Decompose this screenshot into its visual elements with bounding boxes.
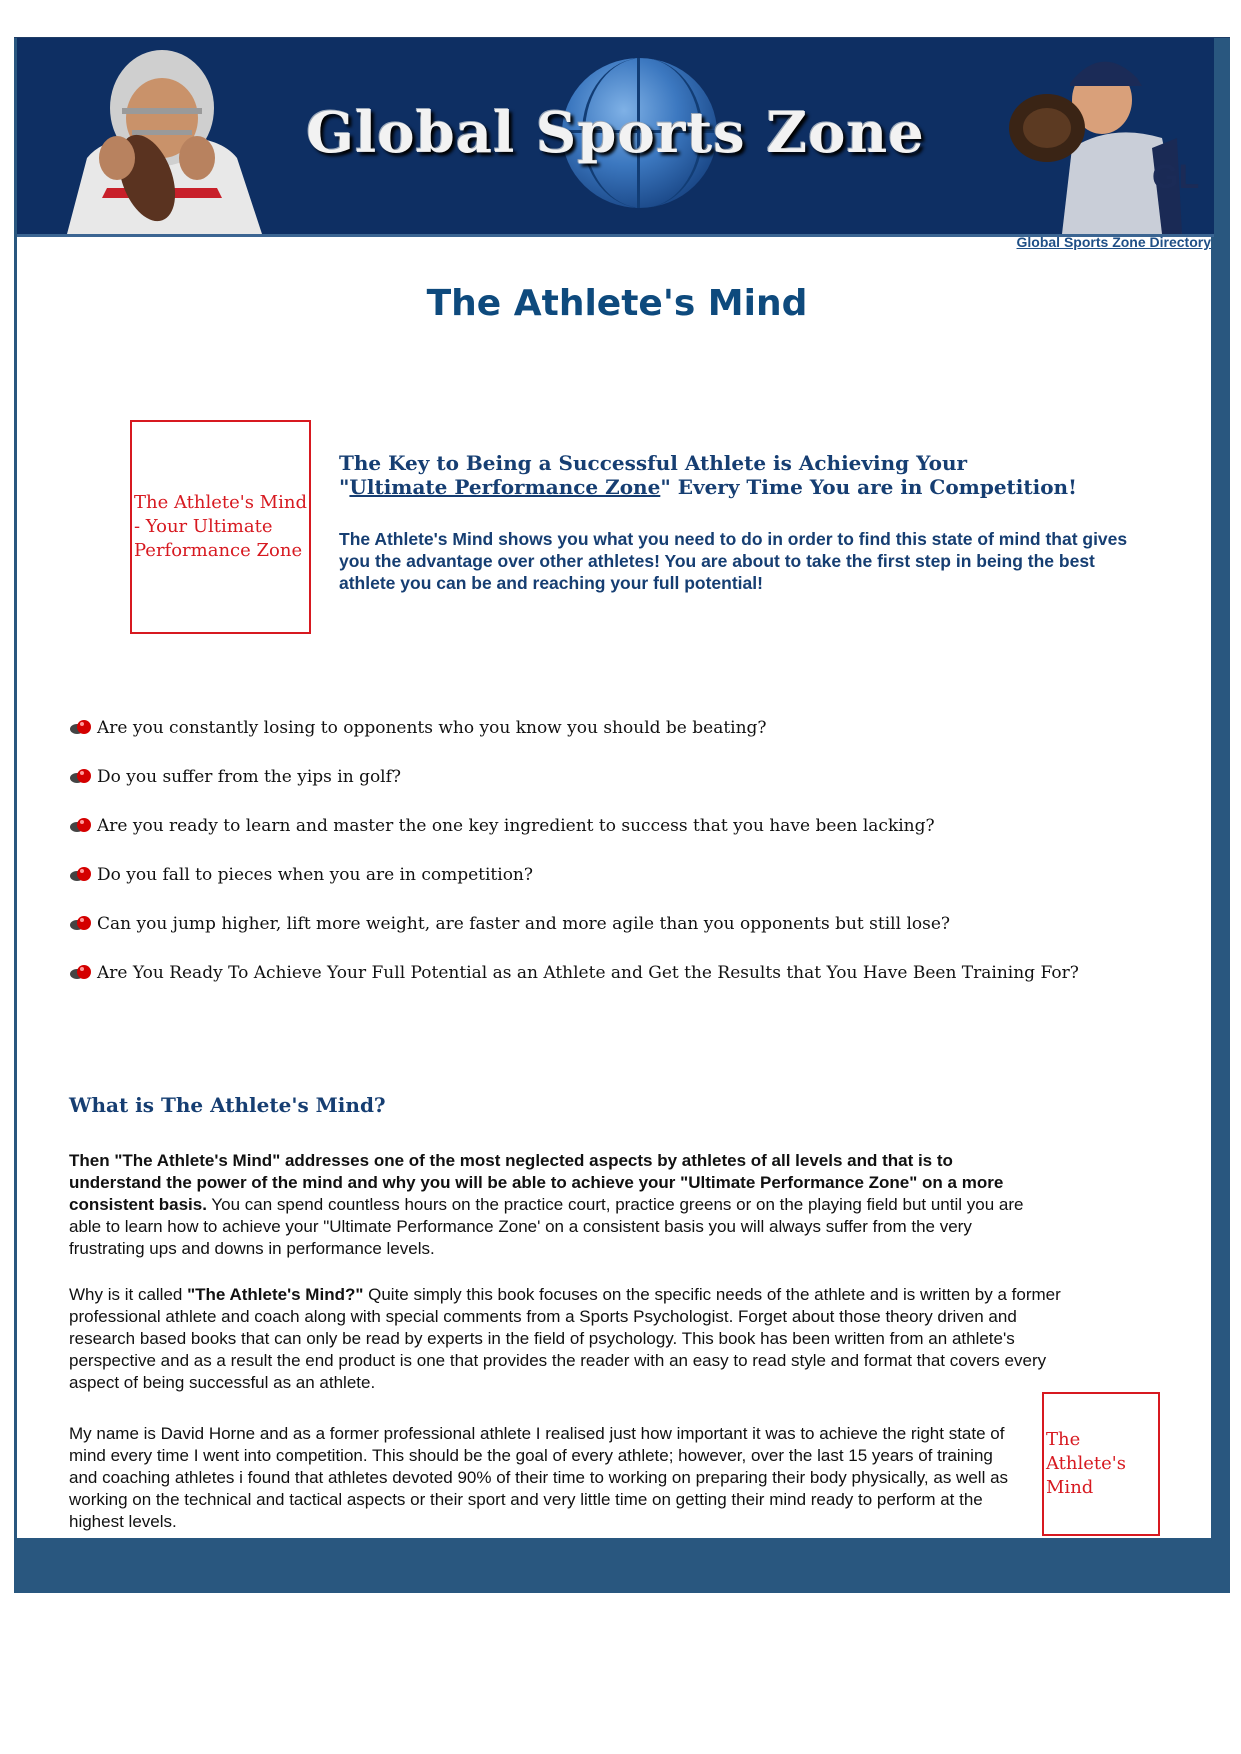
list-item (69, 718, 1079, 767)
paragraph-bold-text: "The Athlete's Mind?" (187, 1285, 364, 1304)
red-ball-bullet-icon (69, 717, 95, 737)
question-text: Are you ready to learn and master the one key ingredient to success that you have been lacking? (97, 816, 935, 836)
baseball-player-image (1002, 38, 1212, 234)
question-text: Are You Ready To Achieve Your Full Potential as an Athlete and Get the Results that You Have Been Training For? (97, 963, 1079, 983)
question-text: Are you constantly losing to opponents who you know you should be beating? (97, 718, 767, 738)
book-cover-image (130, 420, 311, 634)
paragraph-text-start: Why is it called (69, 1285, 188, 1304)
directory-link[interactable]: Global Sports Zone Directory (1016, 234, 1211, 250)
hero-intro: The Athlete's Mind shows you what you need to do in order to find this state of mind that gives you the advantage over other athletes! You are about to take the first step in being the best athlete you can be and reaching your full potential! (339, 529, 1128, 593)
ultimate-performance-zone-link[interactable]: Ultimate Performance Zone (349, 475, 661, 499)
banner-title: Global Sports Zone (306, 100, 925, 166)
question-text: Can you jump higher, lift more weight, are faster and more agile than you opponents but still lose? (97, 914, 951, 934)
red-ball-bullet-icon (69, 913, 95, 933)
book-cover-alt-text: The Athlete's Mind - Your Ultimate Performance Zone (134, 492, 307, 561)
red-ball-bullet-icon (69, 815, 95, 835)
book-image-small (1042, 1392, 1160, 1536)
hero-heading-text: The Key to Being a Successful Athlete is Achieving Your " (339, 451, 968, 499)
paragraph-why-called (69, 1284, 1079, 1394)
paragraph-text: Quite simply this book focuses on the specific needs of the athlete and is written by a former professional athlete and coach along with special comments from a Sports Psychologist. Forget about those theory driven and research based books that can only be read by experts in the field of psychology. This book has been written from an athlete's perspective and as a result the end product is one that provides the reader with an easy to read style and format that covers every aspect of being successful as an athlete. (69, 1285, 1061, 1392)
svg-text:GL: GL (1152, 158, 1200, 196)
question-list (69, 718, 1079, 1012)
red-ball-bullet-icon (69, 962, 95, 982)
site-banner (17, 38, 1214, 237)
page-content (17, 38, 1211, 1538)
paragraph-bold-text: Then "The Athlete's Mind" addresses one of the most neglected aspects by athletes of all levels and that is to understand the power of the mind and why you will be able to achieve your "Ultimate Performance Zone" on a more consistent basis. (69, 1151, 1004, 1214)
list-item (69, 963, 1079, 1012)
question-text: Do you fall to pieces when you are in competition? (97, 865, 533, 885)
question-text: Do you suffer from the yips in golf? (97, 767, 402, 787)
page-frame (14, 37, 1230, 1593)
book-image-alt-text: The Athlete's Mind (1046, 1429, 1126, 1498)
section-heading: What is The Athlete's Mind? (69, 1093, 386, 1117)
paragraph-text: You can spend countless hours on the practice court, practice greens or on the playing field but until you are able to learn how to achieve your "Ultimate Performance Zone' on a consistent basis you will always suffer from the very frustrating ups and downs in performance levels. (69, 1195, 1024, 1258)
list-item (69, 865, 1079, 914)
hero-heading-text-end: " Every Time You are in Competition! (660, 475, 1077, 499)
list-item (69, 816, 1079, 865)
paragraph-what-is (69, 1150, 1049, 1260)
list-item (69, 914, 1079, 963)
red-ball-bullet-icon (69, 766, 95, 786)
red-ball-bullet-icon (69, 864, 95, 884)
list-item (69, 767, 1079, 816)
paragraph-author: My name is David Horne and as a former professional athlete I realised just how important it was to achieve the right state of mind every time I went into competition. This should be the goal of every athlete; however, over the last 15 years of training and coaching athletes i found that athletes devoted 90% of their time to working on preparing their body physically, as well as working on the technical and tactical aspects or their sport and very little time on getting their mind ready to perform at the highest levels. (69, 1424, 1009, 1531)
page-title: The Athlete's Mind (426, 283, 808, 324)
hero-heading (339, 451, 1079, 499)
